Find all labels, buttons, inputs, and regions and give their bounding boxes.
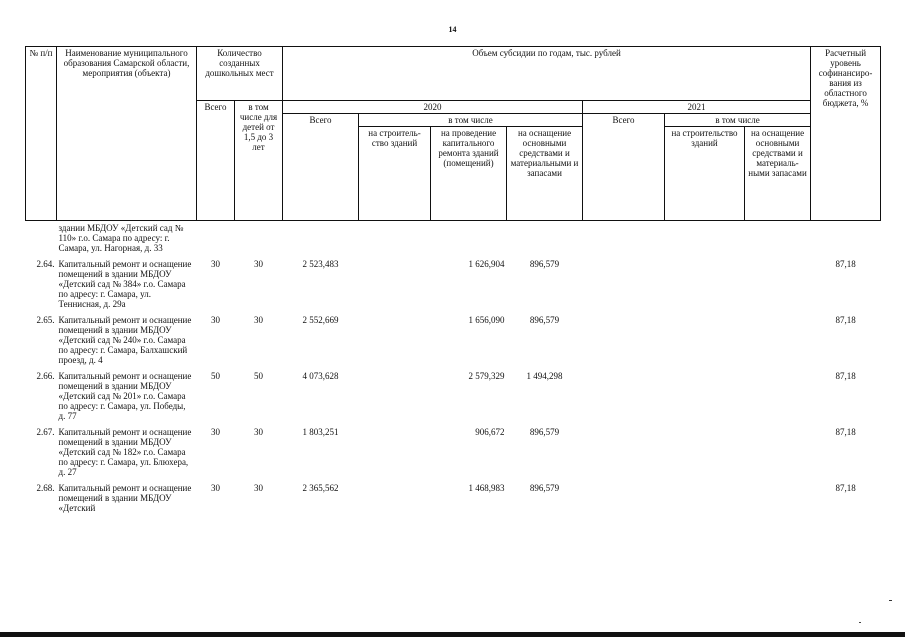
row-name: Капитальный ремонт и оснащение помещений в здании МБДОУ «Детский сад № 182» г.о. Самара по адресу: г. Самара, ул. Блюхера, д. 27 <box>58 427 192 477</box>
header-2021-construction: на строительство зданий <box>665 127 745 221</box>
header-level: Расчетный уровень софинансиро-вания из областного бюджета, % <box>811 47 881 221</box>
row-places-total: 30 <box>211 259 220 269</box>
row-name: Капитальный ремонт и оснащение помещений в здании МБДОУ «Детский сад № 384» г.о. Самара по адресу: г. Самара, ул. Теннисная, д. 29а <box>58 259 192 309</box>
row-level: 87,18 <box>835 371 856 381</box>
header-year-2020: 2020 <box>283 101 583 114</box>
row-equip-2020: 896,579 <box>529 427 560 437</box>
row-equip-2020: 1 494,298 <box>526 371 563 381</box>
header-2020-total: Всего <box>283 114 359 221</box>
header-2021-incl: в том числе <box>665 114 811 127</box>
row-places-total: 30 <box>211 315 220 325</box>
header-2021-equip: на оснащение основными средствами и материаль-ными запасами <box>745 127 811 221</box>
row-no: 2.65. <box>36 315 55 325</box>
continuation-row <box>26 221 881 256</box>
page-bottom-edge <box>0 632 905 637</box>
table-header <box>26 47 881 221</box>
row-total-2020: 4 073,628 <box>302 371 339 381</box>
header-name: Наименование муниципального образования Самарской области, мероприятия (объекта) <box>57 47 197 221</box>
row-level: 87,18 <box>835 259 856 269</box>
header-2020-equip: на оснащение основными средствами и материальными и запасами <box>507 127 583 221</box>
row-repair-2020: 906,672 <box>475 427 505 437</box>
row-level: 87,18 <box>835 427 856 437</box>
header-2020-repair: на проведение капитального ремонта зданий (помещений) <box>431 127 507 221</box>
header-subsidy: Объем субсидии по годам, тыс. рублей <box>283 47 811 101</box>
continuation-text: здании МБДОУ «Детский сад № 110» г.о. Самара по адресу: г. Самара, ул. Нагорная, д. 33 <box>58 223 184 253</box>
header-places: Количество созданных дошкольных мест <box>197 47 283 101</box>
table-row <box>26 479 881 515</box>
table-row <box>26 255 881 311</box>
row-places-young: 50 <box>254 371 263 381</box>
row-name: Капитальный ремонт и оснащение помещений в здании МБДОУ «Детский сад № 240» г.о. Самара по адресу: г. Самара, Балхашский проезд, д. 4 <box>58 315 192 365</box>
row-name: Капитальный ремонт и оснащение помещений в здании МБДОУ «Детский <box>58 483 192 513</box>
header-2020-incl: в том числе <box>359 114 583 127</box>
row-level: 87,18 <box>835 315 856 325</box>
row-total-2020: 2 365,562 <box>302 483 339 493</box>
row-repair-2020: 1 468,983 <box>468 483 505 493</box>
row-repair-2020: 1 626,904 <box>468 259 505 269</box>
row-total-2020: 2 552,669 <box>302 315 339 325</box>
row-places-total: 30 <box>211 483 220 493</box>
header-year-2021: 2021 <box>583 101 811 114</box>
row-no: 2.66. <box>36 371 55 381</box>
row-total-2020: 2 523,483 <box>302 259 339 269</box>
row-no: 2.64. <box>36 259 55 269</box>
row-equip-2020: 896,579 <box>529 315 560 325</box>
scan-mark <box>859 622 861 623</box>
row-name: Капитальный ремонт и оснащение помещений в здании МБДОУ «Детский сад № 201» г.о. Самара по адресу: г. Самара, ул. Победы, д. 77 <box>58 371 192 421</box>
subsidy-table <box>25 46 881 515</box>
table-row <box>26 311 881 367</box>
row-equip-2020: 896,579 <box>529 259 560 269</box>
header-places-total: Всего <box>197 101 235 221</box>
table-row <box>26 423 881 479</box>
row-places-young: 30 <box>254 315 263 325</box>
table-row <box>26 367 881 423</box>
row-places-total: 30 <box>211 427 220 437</box>
header-no: № п/п <box>26 47 57 221</box>
row-equip-2020: 896,579 <box>529 483 560 493</box>
header-places-young: в том числе для детей от 1,5 до 3 лет <box>235 101 283 221</box>
page-number: 14 <box>448 25 457 34</box>
row-places-total: 50 <box>211 371 220 381</box>
row-places-young: 30 <box>254 483 263 493</box>
table-body <box>26 221 881 516</box>
row-places-young: 30 <box>254 427 263 437</box>
row-total-2020: 1 803,251 <box>302 427 339 437</box>
row-places-young: 30 <box>254 259 263 269</box>
row-repair-2020: 1 656,090 <box>468 315 505 325</box>
scan-mark <box>889 600 892 601</box>
row-no: 2.68. <box>36 483 55 493</box>
header-2021-total: Всего <box>583 114 665 221</box>
row-no: 2.67. <box>36 427 55 437</box>
row-level: 87,18 <box>835 483 856 493</box>
row-repair-2020: 2 579,329 <box>468 371 505 381</box>
header-2020-construction: на строитель-ство зданий <box>359 127 431 221</box>
